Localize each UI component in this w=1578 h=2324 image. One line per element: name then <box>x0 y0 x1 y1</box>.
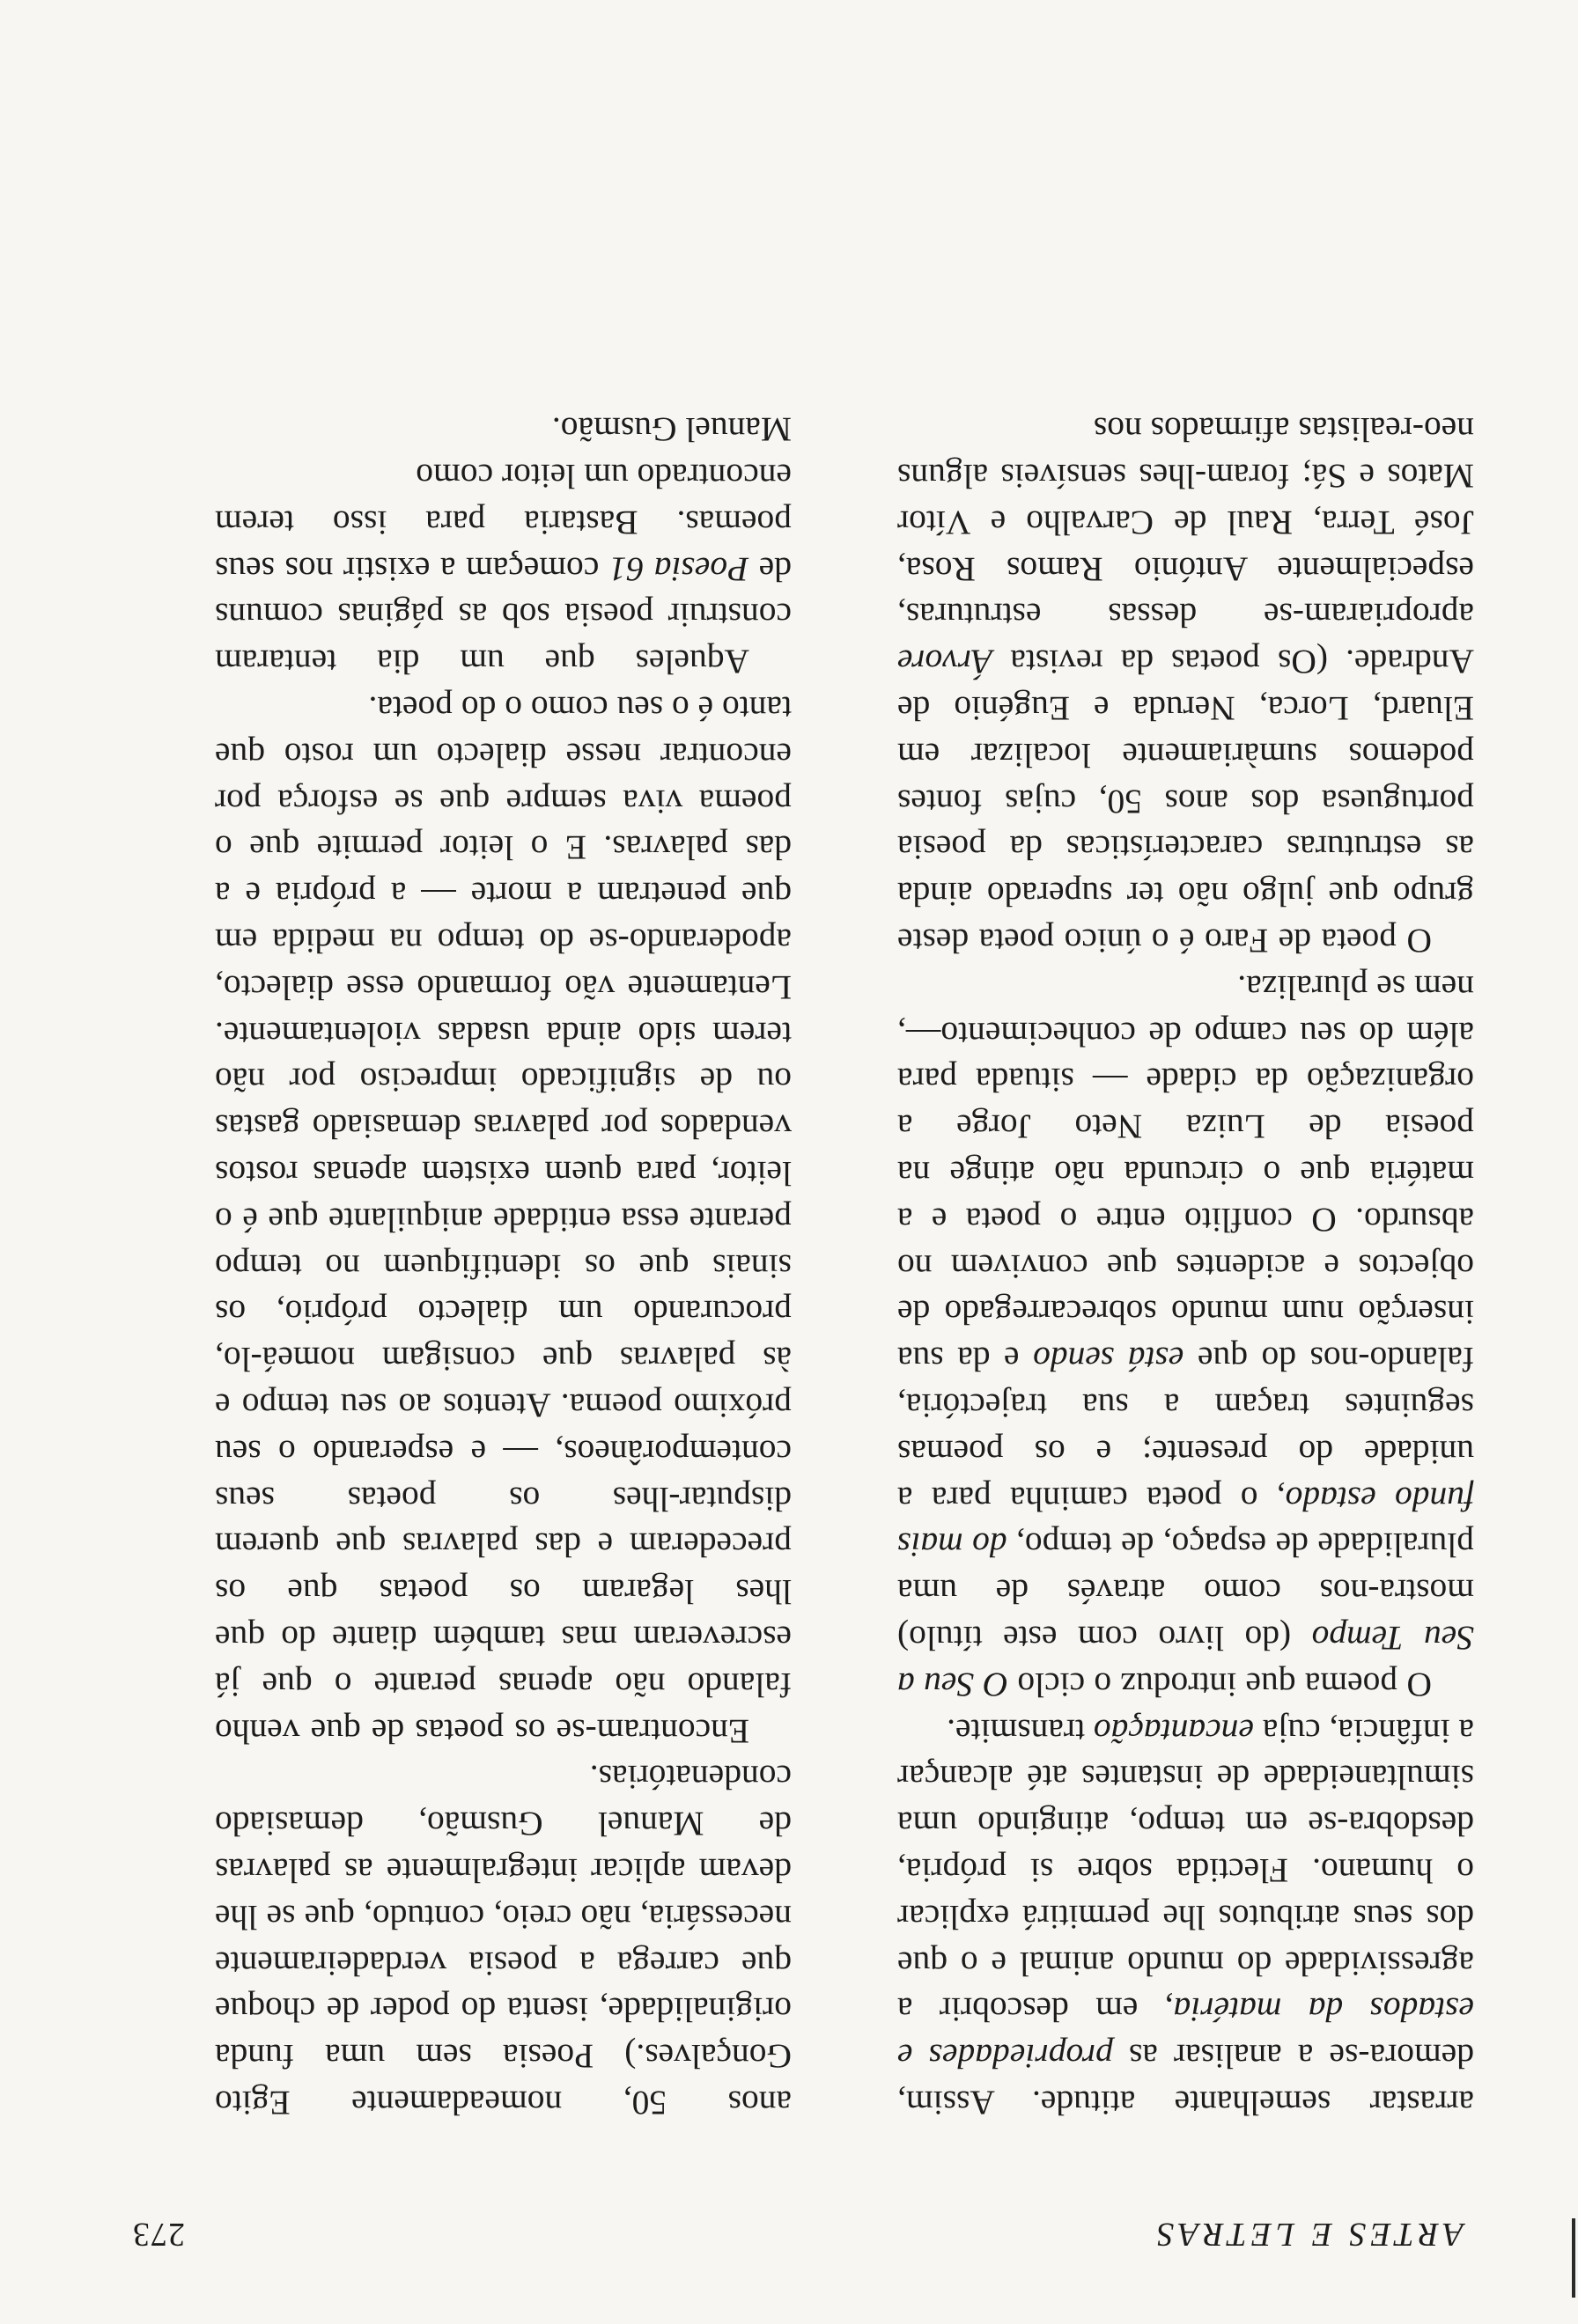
italic-text: encantação <box>1093 1711 1254 1751</box>
right-text-column <box>215 407 792 2126</box>
scan-edge-mark <box>1572 2218 1575 2298</box>
text-run: (do livro com este título) mostra-nos como através de uma pluralidade de espaço, de tempo, <box>897 1526 1474 1658</box>
text-run: Aqueles que um dia tentaram construir poesia sob as páginas comuns de <box>215 549 792 682</box>
paragraph <box>897 964 1474 1708</box>
text-run: O poeta de Faro é o único poeta deste grupo que julgo não ter superado ainda as estruturas características da poesia portuguesa dos anos 50, cujas fontes podemos sumàriamente localizar em Eluard, Lorca, Neruda e Eugénio de Andrade. (Os poetas da revista <box>897 643 1474 961</box>
text-run: Encontram-se os poetas de que venho falando não apenas perante o que já escreveram mas também diante do que lhes legaram os poetas que os precederam e das palavras que querem disputar-lhes os poetas seus contemporâneos, — e esperando o seu próximo poema. Atentos ao seu tempo e às palavras que consigam nomeá-lo, procurando um dialecto próprio, os sinais que os identifiquem no tempo perante essa entidade aniquilante que é o leitor, para quem existem apenas rostos vendados por palavras demasiado gastas ou de significado impreciso por não terem sido ainda usadas violentamente. Lentamente vão formando esse dialecto, apoderando-se do tempo na medida em que penetram a morte — a própria e a das palavras. E o leitor permite que o poema viva sempre que se esforça por encontrar nesse dialecto um rosto que tanto é o seu como o do poeta. <box>215 689 792 1751</box>
italic-text: do mais fundo estado <box>896 1479 1474 1565</box>
text-run: O poema que introduz o ciclo <box>1007 1665 1432 1704</box>
paragraph <box>897 1708 1474 2126</box>
text-run: transmite. <box>947 1711 1094 1751</box>
text-run: começam a existir nos seus poemas. Bastaria para isso terem encontrado um leitor como <box>215 457 792 589</box>
left-text-column <box>897 407 1474 2126</box>
text-run: e da sua inserção num mundo sobrecarregado de objectos e acidentes que convivem no absurdo. O conflito entre o poeta e a matéria que o circunda não atinge na poesia de Luiza Neto Jorge a organização da cidade — situada para além do seu campo de conhecimento—, nem se pluraliza. <box>896 967 1474 1379</box>
paragraph <box>215 452 792 685</box>
paragraph <box>215 1754 792 2126</box>
text-run: anos 50, nomeadamente Egito Gonçalves.) Poesia sem uma funda originalidade, isenta do poder de choque que carrega a poesia verdadeiramente necessária, não creio, contudo, que se lhe devam aplicar integralmente as palavras de Manuel Gusmão, demasiado condenatórias. <box>215 1758 792 2122</box>
author-signature <box>215 407 792 453</box>
text-run: arrastar semelhante atitude. Assim, demora-se a analisar as <box>897 2037 1474 2122</box>
italic-text: propriedades e estados da matéria <box>897 1990 1474 2077</box>
italic-text: O Seu a Seu Tempo <box>897 1619 1474 1704</box>
page-number: 273 <box>132 2216 185 2253</box>
italic-text: Árvore <box>897 643 993 682</box>
text-run: , o poeta caminha para a unidade do presente; e os poemas seguintes traçam a sua trajectória, falando-nos do que <box>897 1340 1474 1519</box>
running-title: ARTES E LETRAS <box>1153 2216 1464 2253</box>
text-run: , em descobrir a agressividade do mundo animal e o que dos seus atributos lhe permitirá explicar o humano. Flectida sobre si própria, desdobra-se em tempo, atingindo uma simultaneidade de instantes até alcançar a infância, cuja <box>897 1711 1474 2030</box>
paragraph <box>215 685 792 1754</box>
page-header <box>132 2215 1464 2254</box>
text-run: apropriaram-se dessas estruturas, especialmente António Ramos Rosa, José Terra, Raul de Carvalho e Vítor Matos e Sá; foram-lhes sensíveis alguns neo-realistas afirmados nos <box>897 410 1474 636</box>
italic-text: está sendo <box>1033 1340 1184 1379</box>
paragraph <box>897 407 1474 965</box>
text-run: Manuel Gusmão. <box>551 410 792 450</box>
italic-text: Poesia 61 <box>608 549 749 589</box>
